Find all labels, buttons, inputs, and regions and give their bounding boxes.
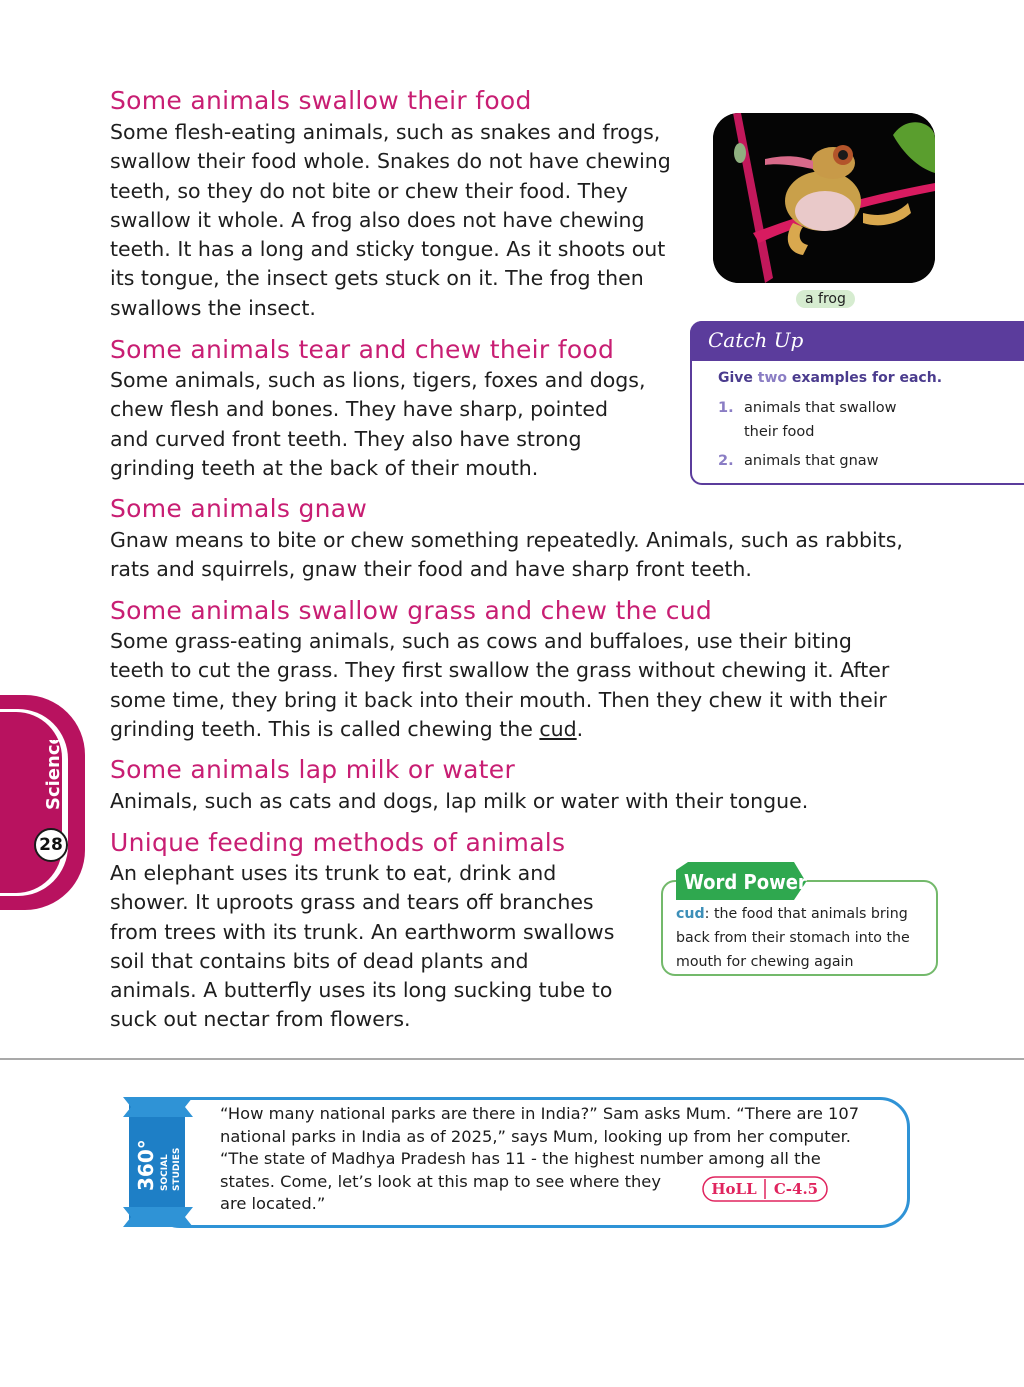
page-number: 28 bbox=[34, 828, 68, 862]
catch-up-header bbox=[690, 321, 1024, 361]
paragraph-chew-cud: Some grass-eating animals, such as cows and buffaloes, use their biting teeth to cut the grass. They first swallow the grass without chewing it. After some time, they bring it back into their mouth. Then they chew it with their grinding teeth. This is called chewing the cud. bbox=[110, 629, 890, 741]
paragraph-tear-chew: Some animals, such as lions, tigers, foxes and dogs, chew flesh and bones. They have sharp, pointed and curved front teeth. They also have strong grinding teeth at the back of their mouth. bbox=[110, 368, 646, 480]
page-divider bbox=[0, 1058, 1024, 1060]
paragraph-gnaw: Gnaw means to bite or chew something repeatedly. Animals, such as rabbits, rats and squirrels, gnaw their food and have sharp front teeth. bbox=[110, 528, 903, 582]
catch-up-item-2: 2. animals that gnaw bbox=[718, 453, 879, 469]
word-power-definition: cud: the food that animals bring back from their stomach into the mouth for chewing again bbox=[676, 906, 910, 970]
svg-text:C-4.5: C-4.5 bbox=[773, 1180, 819, 1198]
heading-unique: Unique feeding methods of animals bbox=[110, 828, 566, 857]
svg-text:HoLL: HoLL bbox=[711, 1180, 757, 1198]
heading-lap: Some animals lap milk or water bbox=[110, 755, 516, 784]
heading-tear-chew: Some animals tear and chew their food bbox=[110, 335, 615, 364]
word-power-title: Word Power bbox=[684, 870, 807, 894]
subject-label bbox=[28, 740, 76, 820]
heading-swallow-food: Some animals swallow their food bbox=[110, 86, 532, 115]
catch-up-item-1: 1. animals that swallow their food bbox=[718, 400, 897, 440]
frog-photo bbox=[713, 113, 935, 283]
svg-text:SOCIAL: SOCIAL bbox=[160, 1154, 170, 1191]
svg-text:STUDIES: STUDIES bbox=[172, 1147, 182, 1191]
holl-badge bbox=[702, 1176, 828, 1202]
heading-gnaw: Some animals gnaw bbox=[110, 494, 368, 523]
svg-text:Science: Science bbox=[43, 740, 64, 810]
catch-up-box bbox=[690, 321, 1024, 485]
heading-chew-cud: Some animals swallow grass and chew the cud bbox=[110, 596, 713, 625]
svg-text:360°: 360° bbox=[134, 1139, 158, 1191]
paragraph-unique: An elephant uses its trunk to eat, drink and shower. It uproots grass and tears off branches from trees with its trunk. An earthworm swallows soil that contains bits of dead plants and animals. A butterfly uses its long sucking tube to suck out nectar from flowers. bbox=[110, 861, 615, 1032]
catch-up-title: Catch Up bbox=[708, 328, 804, 352]
catch-up-instruction: Give two examples for each. bbox=[718, 370, 943, 386]
paragraph-lap: Animals, such as cats and dogs, lap milk or water with their tongue. bbox=[110, 789, 809, 813]
frog-caption: a frog bbox=[796, 290, 855, 308]
cud-term: cud bbox=[539, 716, 577, 741]
social-studies-text: “How many national parks are there in India?” Sam asks Mum. “There are 107 national parks in India as of 2025,” says Mum, looking up from her computer. “The state of Madhya Pradesh has 11 - the highest number among all the states. Come, let’s look at this map to see where they are located.” bbox=[220, 1104, 860, 1213]
social-studies-badge bbox=[123, 1093, 193, 1231]
paragraph-swallow-food: Some flesh-eating animals, such as snakes and frogs, swallow their food whole. Snakes do not have chewing teeth, so they do not bite or chew their food. They swallow it whole. A frog also does not have chewing teeth. It has a long and sticky tongue. As it shoots out its tongue, the insect gets stuck on it. The frog then swallows the insect. bbox=[110, 120, 671, 320]
